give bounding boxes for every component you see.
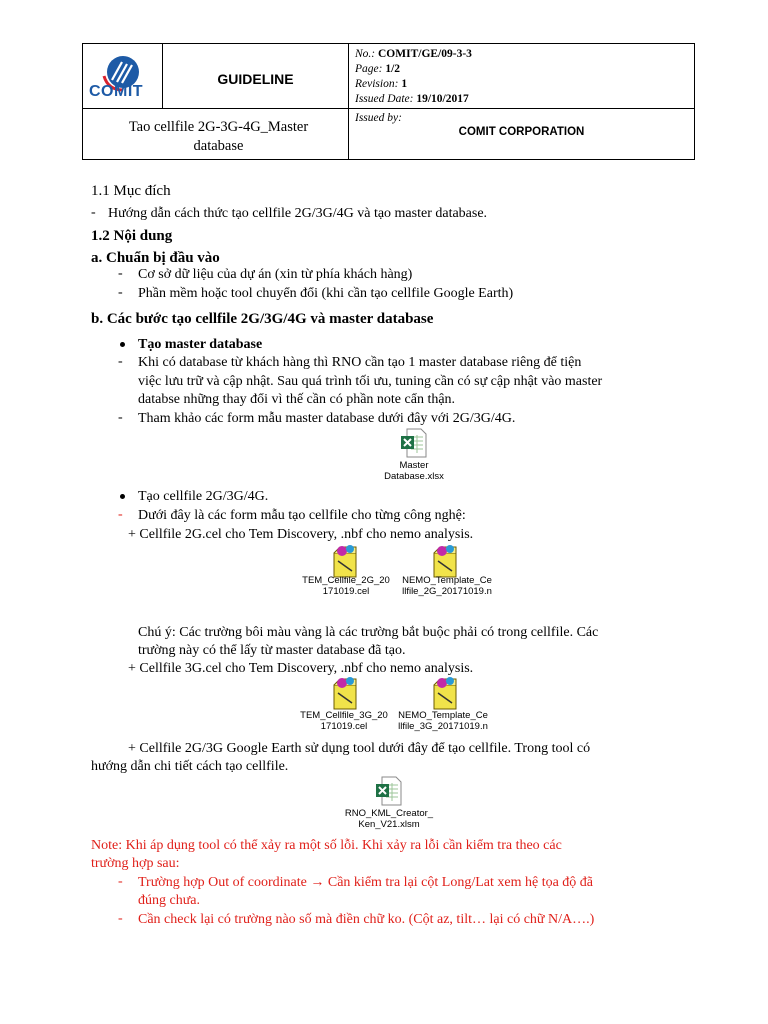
note-line: Note: Khi áp dụng tool có thể xảy ra một số lỗi. Khi xảy ra lỗi cần kiểm tra theo các <box>91 838 562 853</box>
paragraph-line: + Cellfile 2G.cel cho Tem Discovery, .nbf cho nemo analysis. <box>128 527 474 542</box>
bullet-icon <box>120 494 125 499</box>
paragraph-line: + Cellfile 3G.cel cho Tem Discovery, .nbf cho nemo analysis. <box>128 661 474 676</box>
bullet-text: Tạo cellfile 2G/3G/4G. <box>138 489 269 504</box>
paragraph-line: Chú ý: Các trường bôi màu vàng là các trường bắt buộc phải có trong cellfile. Các <box>138 625 599 640</box>
cel-file-icon[interactable] <box>328 543 362 579</box>
issued-by-label: Issued by: <box>355 112 402 124</box>
bullet-icon <box>120 342 125 347</box>
file-label-nemo-2g[interactable]: NEMO_Template_Ce llfile_2G_20171019.n <box>402 575 492 597</box>
section-1-2-heading: 1.2 Nội dung <box>91 228 173 244</box>
note-line: trường hợp sau: <box>91 856 180 871</box>
paragraph-line: databse những thay đổi vì thế cần có phần note cẩn thận. <box>138 392 456 407</box>
subsection-b-heading: b. Các bước tạo cellfile 2G/3G/4G và master database <box>91 311 434 327</box>
excel-file-icon[interactable] <box>401 428 427 458</box>
subsection-a-heading: a. Chuẩn bị đầu vào <box>91 250 220 266</box>
paragraph-line: việc lưu trữ và cập nhật. Sau quá trình tối ưu, tuning cần có sự cập nhật vào master <box>138 374 603 389</box>
logo-text: COMIT <box>89 83 144 100</box>
list-item: Phần mềm hoặc tool chuyển đổi (khi cần tạo cellfile Google Earth) <box>138 286 514 301</box>
file-label-kml-creator[interactable]: RNO_KML_Creator_ Ken_V21.xlsm <box>344 808 434 830</box>
section-1-1-heading: 1.1 Mục đích <box>91 183 171 199</box>
note-item: Trường hợp Out of coordinate → Cần kiểm tra lại cột Long/Lat xem hệ tọa độ đã <box>138 875 594 890</box>
document-meta: No.: COMIT/GE/09-3-3 Page: 1/2 Revision: 1 Issued Date: 19/10/2017 <box>355 48 472 105</box>
corporation-name: COMIT CORPORATION <box>458 126 585 138</box>
excel-file-icon[interactable] <box>376 776 402 806</box>
file-label-master-database[interactable]: Master Database.xlsx <box>384 460 444 482</box>
paragraph-line: Khi có database từ khách hàng thì RNO cần tạo 1 master database riêng để tiện <box>138 355 582 370</box>
document-title: Tao cellfile 2G-3G-4G_Master database <box>128 119 309 154</box>
bullet-heading: Tạo master database <box>138 337 263 352</box>
paragraph-line: trường này có thể lấy từ master database đã tạo. <box>138 643 406 658</box>
file-label-tem-3g[interactable]: TEM_Cellfile_3G_20 171019.cel <box>300 710 388 732</box>
file-label-nemo-3g[interactable]: NEMO_Template_Ce llfile_3G_20171019.n <box>398 710 488 732</box>
nbf-file-icon[interactable] <box>428 543 462 579</box>
guideline-label: GUIDELINE <box>217 71 294 87</box>
paragraph-line: Dưới đây là các form mẫu tạo cellfile cho từng công nghệ: <box>138 508 466 523</box>
header-table <box>82 43 695 160</box>
document-page: COMIT GUIDELINE Tao cellfile 2G-3G-4G_Master database No.: COMIT/GE/09-3-3 Page: 1/2 Revision: 1 Issued Date: 19/10/2017 Issued by: COMIT CORPORATION 1.1 Mục đích - Hướng dẫn cách thức tạo cellfile 2G/3G/4G và tạo master database. 1.2 Nội dung a. Chuẩn bị đầu vào - Cơ sở dữ liệu của dự án (xin từ phía khách hàng) - Phần mềm hoặc tool chuyển đổi (khi cần tạo cellfile Google Earth) b. Các bước tạo cellfile 2G/3G/4G và master database Tạo master database - Khi có database từ khách hàng thì RNO cần tạo 1 master database riêng để tiện việc lưu trữ và cập nhật. Sau quá trình tối ưu, tuning cần có sự cập nhật vào master databse những thay đổi vì thế cần có phần note cẩn thận. - Tham khảo các form mẫu master database dưới đây với 2G/3G/4G. Master Database.xlsx Tạo cellfile 2G/3G/4G. - Dưới đây là các form mẫu tạo cellfile cho từng công nghệ: + Cellfile 2G.cel cho Tem Discovery, .nbf cho nemo analysis. TEM_Cellfile_2G_20 171019.cel NEMO_Template_Ce llfile_2G_20171019.n Chú ý: Các trường bôi màu vàng là các trường bắt buộc phải có trong cellfile. Các trường này có thể lấy từ master database đã tạo. + Cellfile 3G.cel cho Tem Discovery, .nbf cho nemo analysis. TEM_Cellfile_3G_20 171019.cel NEMO_Template_Ce llfile_3G_20171019.n + Cellfile 2G/3G Google Earth sử dụng tool dưới đây để tạo cellfile. Trong tool có hướng dẫn chi tiết cách tạo cellfile. RNO_KML_Creator_ Ken_V21.xlsm Note: Khi áp dụng tool có thể xảy ra một số lỗi. Khi xảy ra lỗi cần kiểm tra theo các trường hợp sau: - Trường hợp Out of coordinate → Cần kiểm tra lại cột Long/Lat xem hệ tọa độ đã đúng chưa. - Cần check lại có trường nào số mà điền chữ ko. (Cột az, tilt… lại có chữ N/A….) <box>0 0 768 1024</box>
paragraph-line: Tham khảo các form mẫu master database dưới đây với 2G/3G/4G. <box>138 411 516 426</box>
section-1-1-text: Hướng dẫn cách thức tạo cellfile 2G/3G/4G và tạo master database. <box>108 206 488 221</box>
cel-file-icon[interactable] <box>328 675 362 711</box>
nbf-file-icon[interactable] <box>428 675 462 711</box>
note-item-continued: đúng chưa. <box>138 893 201 908</box>
list-item: Cơ sở dữ liệu của dự án (xin từ phía khách hàng) <box>138 267 413 282</box>
paragraph-line: hướng dẫn chi tiết cách tạo cellfile. <box>91 759 289 774</box>
note-item: Cần check lại có trường nào số mà điền chữ ko. (Cột az, tilt… lại có chữ N/A….) <box>138 912 595 927</box>
file-label-tem-2g[interactable]: TEM_Cellfile_2G_20 171019.cel <box>302 575 390 597</box>
paragraph-line: + Cellfile 2G/3G Google Earth sử dụng tool dưới đây để tạo cellfile. Trong tool có <box>128 741 591 756</box>
arrow-right-icon: → <box>310 875 325 890</box>
